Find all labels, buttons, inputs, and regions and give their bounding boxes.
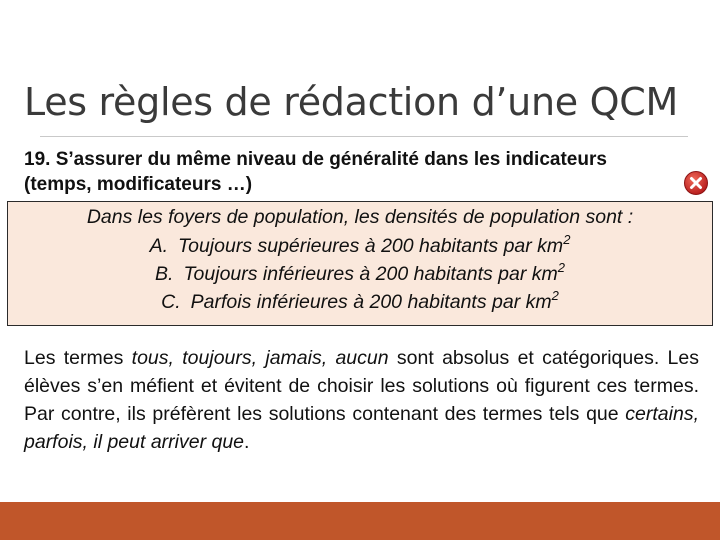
option-superscript: 2	[551, 288, 559, 303]
option-text: Parfois inférieures à 200 habitants par km	[190, 291, 552, 313]
footer-bar	[0, 502, 720, 540]
slide-title: Les règles de rédaction d’une QCM	[24, 80, 678, 124]
absolute-terms: tous, toujours, jamais, aucun	[131, 347, 389, 369]
explanation-text: sont absolus et catégoriques. Les élèves s’en méfient et évitent de choisir les solutions où figurent ces termes. Par contre, ils préfèrent les solutions contenant des termes tels que	[24, 347, 699, 425]
explanation-text: .	[244, 431, 250, 453]
option-letter: C.	[161, 291, 181, 313]
option-b	[8, 260, 712, 286]
nuanced-terms: certains, parfois, il peut arriver que	[24, 403, 699, 453]
example-question-box	[7, 201, 713, 326]
point-heading: 19. S’assurer du même niveau de généralité dans les indicateurs (temps, modificateurs …)	[24, 149, 607, 195]
option-c	[8, 288, 712, 314]
explanation-paragraph	[24, 344, 699, 456]
option-letter: A.	[149, 235, 168, 257]
option-text: Toujours inférieures à 200 habitants par km	[183, 263, 558, 285]
title-divider	[40, 136, 688, 137]
option-superscript: 2	[557, 260, 565, 275]
option-text: Toujours supérieures à 200 habitants par km	[178, 235, 564, 257]
option-a	[8, 232, 712, 258]
explanation-text: Les termes	[24, 347, 132, 369]
option-superscript: 2	[563, 232, 571, 247]
option-letter: B.	[155, 263, 174, 285]
example-stem: Dans les foyers de population, les densités de population sont :	[86, 206, 634, 228]
red-x-circle-icon	[683, 170, 709, 196]
